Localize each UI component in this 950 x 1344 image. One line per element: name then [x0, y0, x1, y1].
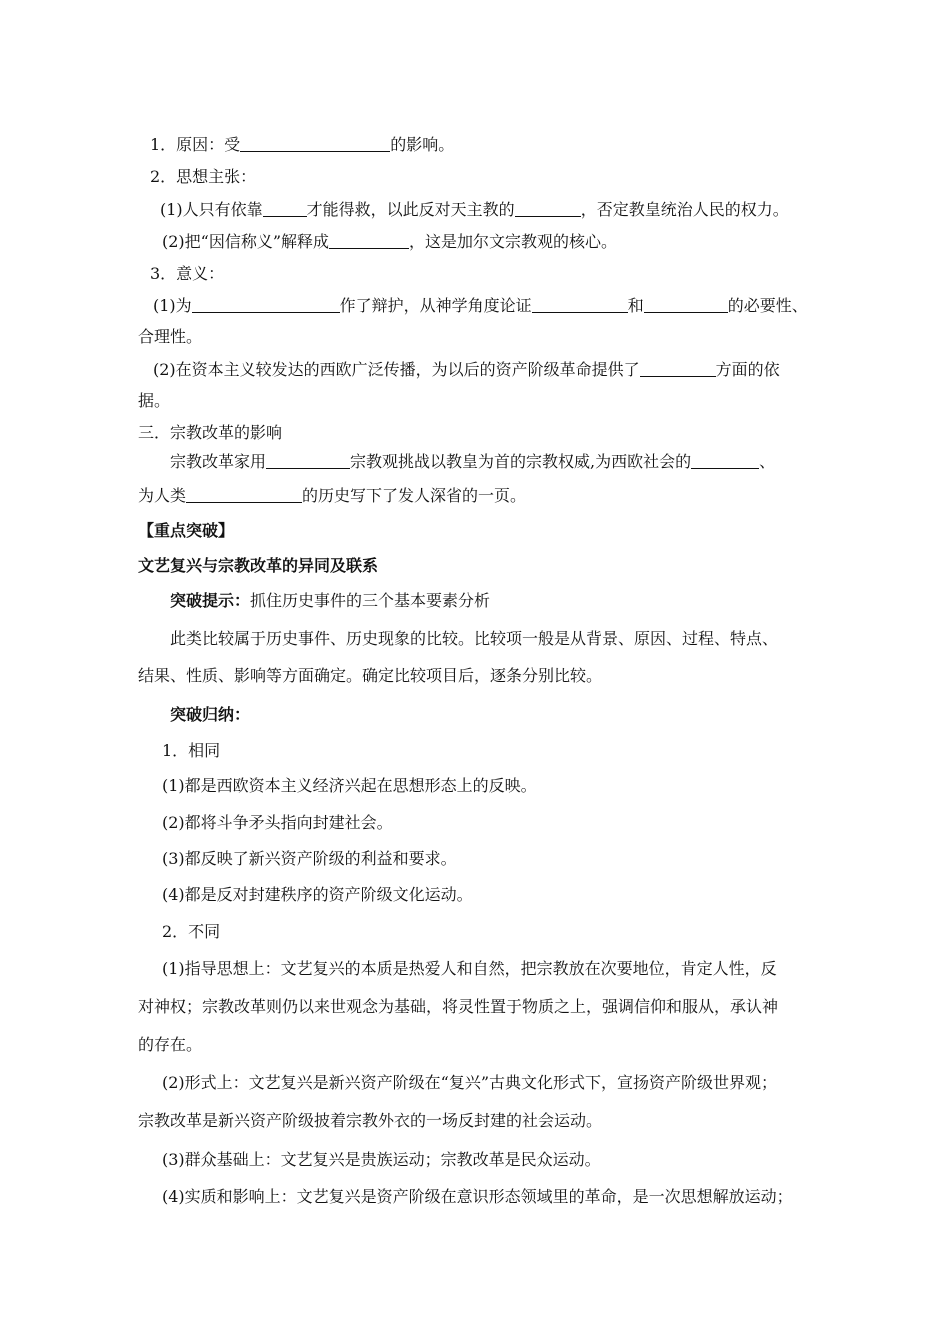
- fill-blank[interactable]: [515, 200, 581, 217]
- diff-item-4: (4)实质和影响上：文艺复兴是资产阶级在意识形态领域里的革命，是一次思想解放运动；: [162, 1187, 793, 1206]
- influence-line-2: 为人类 的历史写下了发人深省的一页。: [138, 486, 527, 505]
- cause-line: 1．原因：受 的影响。: [150, 135, 455, 154]
- significance-item-2-cont: 据。: [138, 391, 171, 410]
- significance-item-2: (2)在资本主义较发达的西欧广泛传播，为以后的资产阶级革命提供了 方面的依: [153, 360, 780, 379]
- thought-item-2: (2)把“因信称义”解释成 ，这是加尔文宗教观的核心。: [162, 232, 618, 251]
- diff-item-2-line-2: 宗教改革是新兴资产阶级披着宗教外衣的一场反封建的社会运动。: [138, 1111, 603, 1130]
- key-breakthrough-heading: 【重点突破】: [138, 521, 235, 540]
- fill-blank[interactable]: [192, 296, 340, 313]
- fill-blank[interactable]: [532, 296, 628, 313]
- same-item: (2)都将斗争矛头指向封建社会。: [162, 813, 393, 832]
- fill-blank[interactable]: [640, 360, 716, 377]
- thought-heading: 2．思想主张：: [150, 167, 257, 186]
- comparison-paragraph-line-1: 此类比较属于历史事件、历史现象的比较。比较项一般是从背景、原因、过程、特点、: [170, 629, 779, 648]
- same-item: (4)都是反对封建秩序的资产阶级文化运动。: [162, 885, 473, 904]
- same-item: (1)都是西欧资本主义经济兴起在思想形态上的反映。: [162, 776, 537, 795]
- diff-item-1-line-2: 对神权；宗教改革则仍以来世观念为基础，将灵性置于物质之上，强调信仰和服从，承认神: [138, 997, 779, 1016]
- thought-item-1: (1)人只有依靠 才能得救，以此反对天主教的 ，否定教皇统治人民的权力。: [160, 200, 789, 219]
- same-item: (3)都反映了新兴资产阶级的利益和要求。: [162, 849, 457, 868]
- diff-item-3: (3)群众基础上：文艺复兴是贵族运动；宗教改革是民众运动。: [162, 1150, 601, 1169]
- breakthrough-hint: [170, 590, 490, 612]
- diff-item-2-line-1: (2)形式上：文艺复兴是新兴资产阶级在“复兴”古典文化形式下，宣扬资产阶级世界观；: [162, 1073, 778, 1092]
- fill-blank[interactable]: [240, 135, 390, 152]
- diff-heading: 2．不同: [162, 922, 221, 941]
- significance-heading: 3．意义：: [150, 264, 225, 283]
- fill-blank[interactable]: [691, 452, 759, 469]
- section-3-heading: 三．宗教改革的影响: [138, 423, 283, 442]
- fill-blank[interactable]: [186, 486, 302, 503]
- same-heading: 1．相同: [162, 741, 221, 760]
- comparison-paragraph-line-2: 结果、性质、影响等方面确定。确定比较项目后，逐条分别比较。: [138, 666, 603, 685]
- summary-label: 突破归纳：: [170, 705, 251, 724]
- fill-blank[interactable]: [266, 452, 350, 469]
- fill-blank[interactable]: [329, 232, 409, 249]
- diff-item-1-line-3: 的存在。: [138, 1035, 203, 1054]
- hint-text: 抓住历史事件的三个基本要素分析: [250, 591, 491, 610]
- fill-blank[interactable]: [644, 296, 728, 313]
- influence-line-1: 宗教改革家用 宗教观挑战以教皇为首的宗教权威,为西欧社会的 、: [170, 452, 776, 471]
- hint-label: 突破提示：: [170, 591, 251, 610]
- diff-item-1-line-1: (1)指导思想上：文艺复兴的本质是热爱人和自然，把宗教放在次要地位，肯定人性，反: [162, 959, 777, 978]
- significance-item-1-cont: 合理性。: [138, 327, 203, 346]
- key-breakthrough-title: 文艺复兴与宗教改革的异同及联系: [138, 556, 379, 575]
- fill-blank[interactable]: [263, 200, 307, 217]
- significance-item-1: (1)为 作了辩护，从神学角度论证 和 的必要性、: [153, 296, 808, 315]
